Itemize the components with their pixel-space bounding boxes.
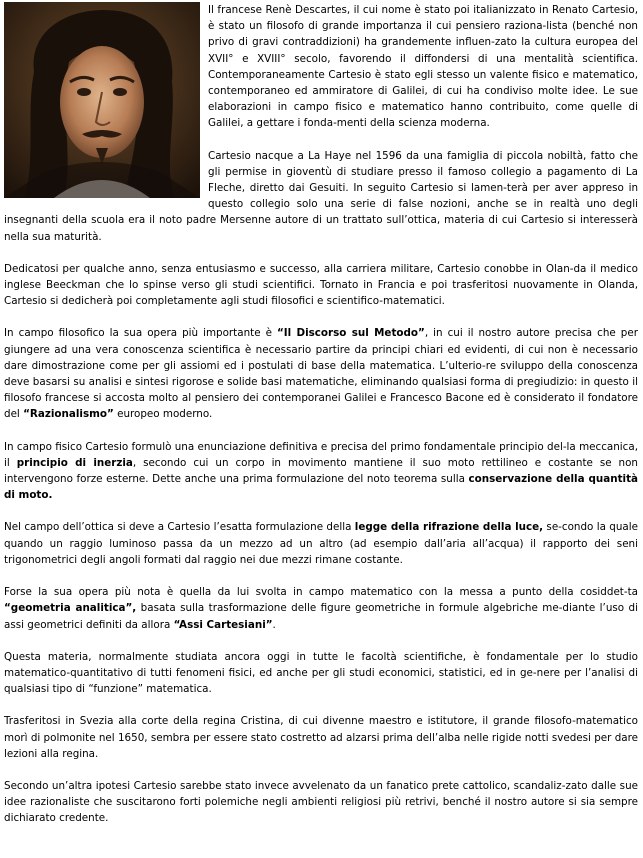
text-segment: europeo moderno.	[113, 408, 213, 421]
text-segment: basata sulla trasformazione delle figure geometriche in formule algebriche me-diante l’uso di assi geometrici definiti da allora	[4, 602, 638, 631]
text-segment: se-condo la quale quando un raggio luminoso passa da un mezzo ad un altro (ad esempio dall’aria all’acqua) il rapporto dei seni trigonometrici degli angoli formati dal raggio nei due mezzi rimane costante.	[4, 521, 638, 566]
paragraph-poison-hypothesis: Secondo un’altra ipotesi Cartesio sarebbe stato invece avvelenato da un fanatico prete cattolico, scandaliz-zato dalle sue idee razionaliste che suscitarono forti polemiche negli ambienti religiosi più retrivi, benché il nostro autore si sia sempre dichiarato credente.	[4, 779, 638, 825]
text-segment: Nel campo dell’ottica si deve a Cartesio l’esatta formulazione della	[4, 521, 355, 534]
bold-principio-inerzia: principio di inerzia	[16, 456, 133, 469]
bold-razionalismo: “Razionalismo”	[23, 408, 114, 421]
text-segment: Forse la sua opera più nota è quella da lui svolta in campo matematico con la messa a punto della cosiddet-ta	[4, 586, 638, 599]
paragraph-career: Dedicatosi per qualche anno, senza entusiasmo e successo, alla carriera militare, Cartesio conobbe in Olan-da il medico inglese Beeckman che lo spinse verso gli studi scientifici. Tornato in Francia e poi trasferitosi nuovamente in Olanda, Cartesio si dedicherà poi completamente agli studi filosofici e scientifico-matematici.	[4, 262, 638, 308]
bold-legge-rifrazione: legge della rifrazione della luce,	[354, 521, 544, 534]
paragraph-physics	[4, 439, 638, 504]
portrait-image	[4, 2, 200, 198]
bold-conservazione-moto: conservazione della quantità di moto.	[4, 473, 639, 502]
text-segment: In campo fisico Cartesio formulò una enunciazione definitiva e precisa del primo fondamentale principio del-la meccanica, il	[4, 440, 638, 469]
paragraph-optics	[4, 519, 638, 568]
paragraph-analytic-importance: Questa materia, normalmente studiata ancora oggi in tutte le facoltà scientifiche, è fondamentale per lo studio matematico-quantitativo di tutti fenomeni fisici, ed anche per gli studi economici, statistici, ed in ge-nere per l’analisi di qualsiasi tipo di “funzione” matematica.	[4, 650, 638, 696]
paragraph-birth: Cartesio nacque a La Haye nel 1596 da una famiglia di piccola nobiltà, fatto che gli permise in gioventù di studiare presso il famoso collegio a pagamento di La Fleche, diretto dai Gesuiti. In seguito Cartesio si lamen-terà per aver appreso in questo collegio solo una serie di false nozioni, anche se in realtà uno degli insegnanti della scuola era il noto padre Mersenne autore di un trattato sull’ottica, materia di cui Cartesio si interesserà nella sua maturità.	[4, 149, 638, 243]
text-segment: In campo filosofico la sua opera più importante è	[4, 327, 277, 340]
bold-assi-cartesiani: “Assi Cartesiani”	[173, 618, 273, 631]
bold-discorso-sul-metodo: “Il Discorso sul Metodo”	[276, 327, 425, 340]
descartes-portrait	[4, 2, 200, 198]
paragraph-mathematics	[4, 584, 638, 633]
text-segment: .	[272, 618, 276, 631]
paragraph-intro: Il francese Renè Descartes, il cui nome è stato poi italianizzato in Renato Cartesio, è stato un filosofo di grande importanza il cui pensiero raziona-lista (benché non privo di gravi contraddizioni) ha grandemente influen-zato la cultura europea del XVII° e XVIII° secolo, favorendo il diffondersi di una mentalità scientifica. Contemporaneamente Cartesio è stato egli stesso un valente fisico e matematico, contemporaneo ed ammiratore di Galilei, di cui ha condiviso molte idee. Le sue elaborazioni in campo fisico e matematico hanno contribuito, come quelle di Galilei, a gettare i fonda-menti della scienza moderna.	[208, 4, 638, 130]
text-segment: , in cui il nostro autore precisa che per giungere ad una vera conoscenza scientifica è necessario partire da principi chiari ed evidenti, di cui non è necessario dare dimostrazione come per gli assiomi ed i postulati di base della matematica. L’ulterio-re sviluppo della conoscenza deve basarsi su analisi e sintesi rigorose e solide basi matematiche, eliminando qualsiasi forma di pregiudizio: in questo il filosofo francese si accosta molto al pensiero dei contemporanei Galilei e Francesco Bacone ed è considerato il fondatore del	[4, 327, 638, 421]
paragraph-philosophy	[4, 325, 638, 422]
text-segment: , secondo cui un corpo in movimento mantiene il suo moto rettilineo e costante se non intervengono forze esterne. Dette anche una prima formulazione del noto teorema sulla	[4, 456, 638, 486]
bold-geometria-analitica: “geometria analitica”,	[4, 602, 137, 615]
paragraph-death: Trasferitosi in Svezia alla corte della regina Cristina, di cui divenne maestro e istitutore, il grande filosofo-matematico morì di polmonite nel 1650, sembra per essere stato costretto ad alzarsi prima dell’alba nelle rigide notti svedesi per dare lezioni alla regina.	[4, 715, 638, 760]
article	[4, 2, 638, 827]
